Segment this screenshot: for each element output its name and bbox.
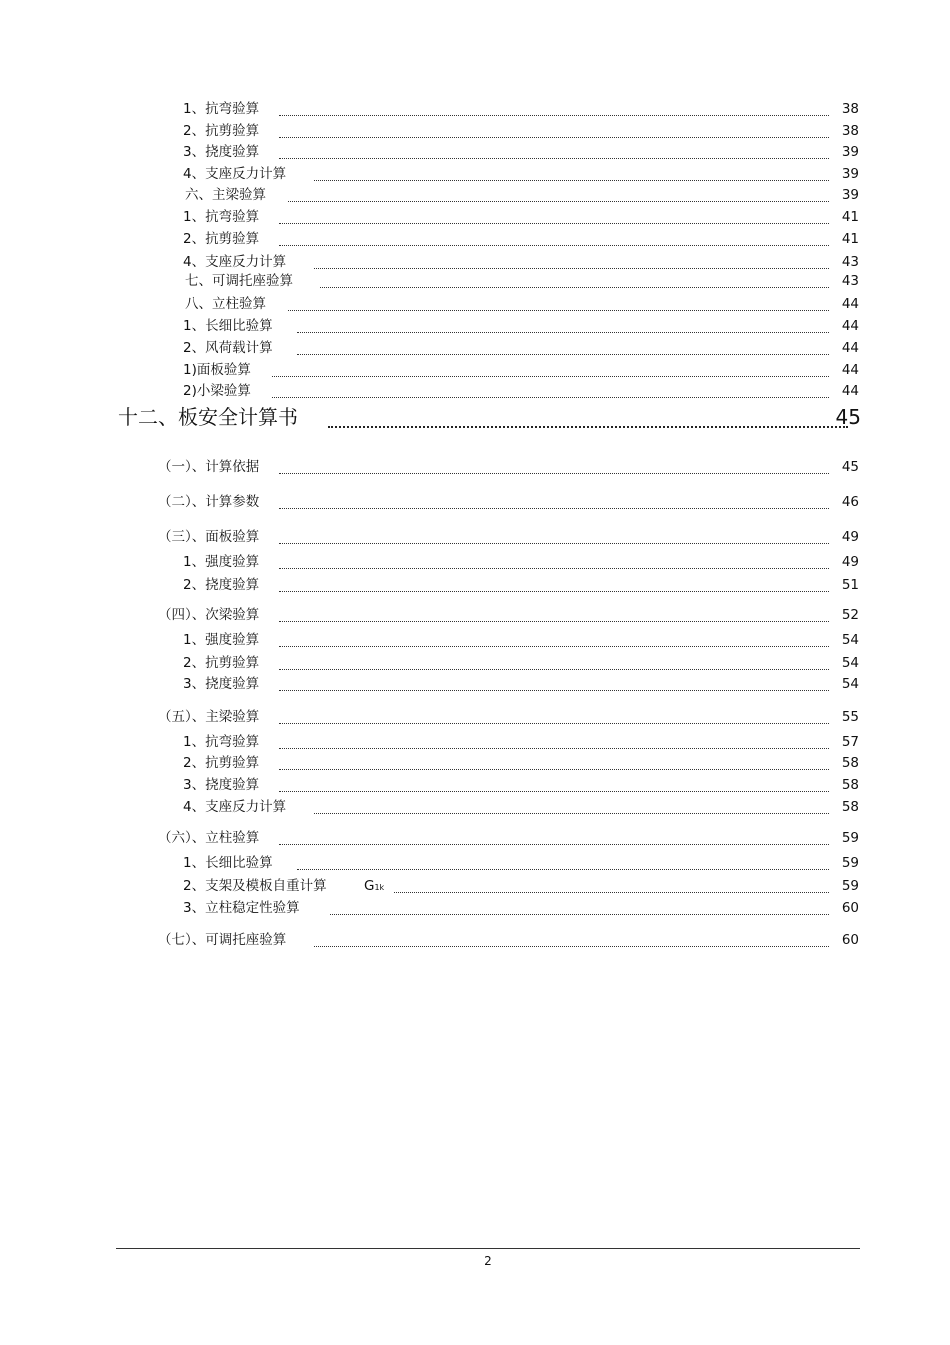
toc-leader-dots [279,498,829,509]
toc-entry-label: 2、抗剪验算 [183,231,260,247]
toc-page-number: 54 [841,676,859,692]
toc-page-number: 45 [841,459,859,475]
toc-page-number: 39 [841,144,859,160]
toc-chapter-entry[interactable] [0,402,950,432]
toc-leader-dots [279,659,829,670]
toc-entry[interactable] [0,775,950,795]
toc-entry[interactable] [0,876,950,896]
toc-entry[interactable] [0,164,950,184]
toc-entry[interactable] [0,121,950,141]
toc-entry-label: 3、立柱稳定性验算 [183,900,300,916]
toc-leader-dots [279,636,829,647]
toc-leader-dots [279,213,829,224]
toc-leader-dots [394,882,829,893]
toc-entry-label: （六）、立柱验算 [158,830,260,846]
toc-page-number: 59 [841,878,859,894]
toc-entry-label: 2、抗剪验算 [183,123,260,139]
toc-page-number: 45 [835,405,861,429]
toc-entry-label: 八、立柱验算 [185,296,266,312]
toc-entry[interactable] [0,207,950,227]
toc-leader-dots [288,191,829,202]
toc-leader-dots [279,759,829,770]
toc-entry[interactable] [0,653,950,673]
toc-entry-label: 1)面板验算 [183,362,251,378]
toc-page-number: 58 [841,799,859,815]
toc-entry[interactable] [0,492,950,512]
toc-leader-dots [297,344,829,355]
toc-entry[interactable] [0,527,950,547]
toc-entry[interactable] [0,930,950,950]
toc-entry-label: （七）、可调托座验算 [158,932,287,948]
toc-leader-dots [314,258,829,269]
toc-leader-dots [320,277,829,288]
toc-leader-dots [279,581,829,592]
toc-page-number: 49 [841,554,859,570]
toc-page-number: 44 [841,340,859,356]
toc-entry-label: 十二、板安全计算书 [118,405,298,429]
toc-entry-label: 1、长细比验算 [183,855,273,871]
toc-entry[interactable] [0,294,950,314]
toc-page-number: 43 [841,254,859,270]
toc-page-number: 43 [841,273,859,289]
toc-entry-label: 1、强度验算 [183,554,260,570]
toc-entry-label: 2、抗剪验算 [183,655,260,671]
toc-entry[interactable] [0,229,950,249]
toc-entry[interactable] [0,753,950,773]
toc-entry[interactable] [0,732,950,752]
toc-leader-dots [279,558,829,569]
toc-leader-dots [279,738,829,749]
toc-entry[interactable] [0,575,950,595]
toc-entry-label: 2、风荷载计算 [183,340,273,356]
toc-entry-label: 2、挠度验算 [183,577,260,593]
toc-page-number: 55 [841,709,859,725]
toc-leader-dots [279,834,829,845]
toc-page-number: 38 [841,101,859,117]
toc-entry[interactable] [0,338,950,358]
toc-page-number: 44 [841,296,859,312]
toc-entry-label: 2、抗剪验算 [183,755,260,771]
toc-entry[interactable] [0,316,950,336]
toc-page-number: 58 [841,777,859,793]
toc-leader-dots [279,127,829,138]
toc-leader-dots [297,859,829,870]
page-number: 2 [484,1254,492,1268]
toc-entry[interactable] [0,142,950,162]
toc-entry-label: 3、挠度验算 [183,144,260,160]
toc-entry-label: 4、支座反力计算 [183,254,287,270]
toc-leader-dots [279,235,829,246]
toc-page-number: 41 [841,209,859,225]
toc-page-number: 52 [841,607,859,623]
toc-entry[interactable] [0,828,950,848]
toc-entry[interactable] [0,457,950,477]
footer-divider [116,1248,860,1249]
toc-page-number: 60 [841,900,859,916]
toc-entry[interactable] [0,898,950,918]
toc-page-number: 60 [841,932,859,948]
toc-entry-label: 2、支架及模板自重计算 [183,878,327,894]
toc-leader-dots [279,713,829,724]
toc-leader-dots [330,904,829,915]
toc-entry[interactable] [0,271,950,291]
toc-page-number: 44 [841,383,859,399]
toc-page-number: 39 [841,166,859,182]
toc-page-number: 39 [841,187,859,203]
toc-entry-label: 1、抗弯验算 [183,209,260,225]
toc-entry-label: 1、抗弯验算 [183,734,260,750]
toc-entry-label: 4、支座反力计算 [183,166,287,182]
toc-leader-dots [272,387,829,398]
toc-entry-label: （一）、计算依据 [158,459,260,475]
toc-leader-dots [279,105,829,116]
toc-leader-dots [288,300,829,311]
toc-entry-label: 六、主梁验算 [185,187,266,203]
toc-leader-dots [279,781,829,792]
toc-entry-label: 1、长细比验算 [183,318,273,334]
toc-page-number: 41 [841,231,859,247]
toc-leader-dots [314,803,829,814]
toc-leader-dots [279,463,829,474]
toc-page-number: 46 [841,494,859,510]
toc-entry-symbol: G1k [364,878,385,894]
toc-leader-dots [314,170,829,181]
toc-entry[interactable] [0,252,950,272]
toc-entry[interactable] [0,552,950,572]
toc-entry[interactable] [0,185,950,205]
toc-page-number: 44 [841,362,859,378]
toc-page-number: 58 [841,755,859,771]
toc-entry[interactable] [0,99,950,119]
toc-entry[interactable] [0,605,950,625]
toc-page-number: 38 [841,123,859,139]
toc-entry-label: 1、抗弯验算 [183,101,260,117]
toc-entry[interactable] [0,674,950,694]
toc-entry-label: 3、挠度验算 [183,676,260,692]
toc-leader-dots [272,366,829,377]
toc-leader-dots [279,611,829,622]
toc-entry[interactable] [0,360,950,380]
toc-entry[interactable] [0,853,950,873]
toc-entry-label: （五）、主梁验算 [158,709,260,725]
toc-page-number: 57 [841,734,859,750]
toc-entry-label: 2)小梁验算 [183,383,251,399]
toc-entry-label: 七、可调托座验算 [185,273,293,289]
toc-entry-label: （四）、次梁验算 [158,607,260,623]
toc-entry[interactable] [0,707,950,727]
toc-leader-dots [279,533,829,544]
toc-leader-dots [279,148,829,159]
toc-page-number: 49 [841,529,859,545]
toc-leader-dots [314,936,829,947]
toc-page-number: 54 [841,632,859,648]
toc-entry[interactable] [0,797,950,817]
toc-page-number: 51 [841,577,859,593]
toc-entry-label: （二）、计算参数 [158,494,260,510]
toc-entry-label: （三）、面板验算 [158,529,260,545]
toc-entry-label: 4、支座反力计算 [183,799,287,815]
toc-page-number: 59 [841,855,859,871]
toc-leader-dots [279,680,829,691]
toc-page-number: 44 [841,318,859,334]
toc-entry[interactable] [0,381,950,401]
toc-page-number: 59 [841,830,859,846]
toc-leader-dots [328,414,848,428]
toc-entry-label: 1、强度验算 [183,632,260,648]
toc-page-number: 54 [841,655,859,671]
toc-entry[interactable] [0,630,950,650]
toc-entry-label: 3、挠度验算 [183,777,260,793]
toc-leader-dots [297,322,829,333]
